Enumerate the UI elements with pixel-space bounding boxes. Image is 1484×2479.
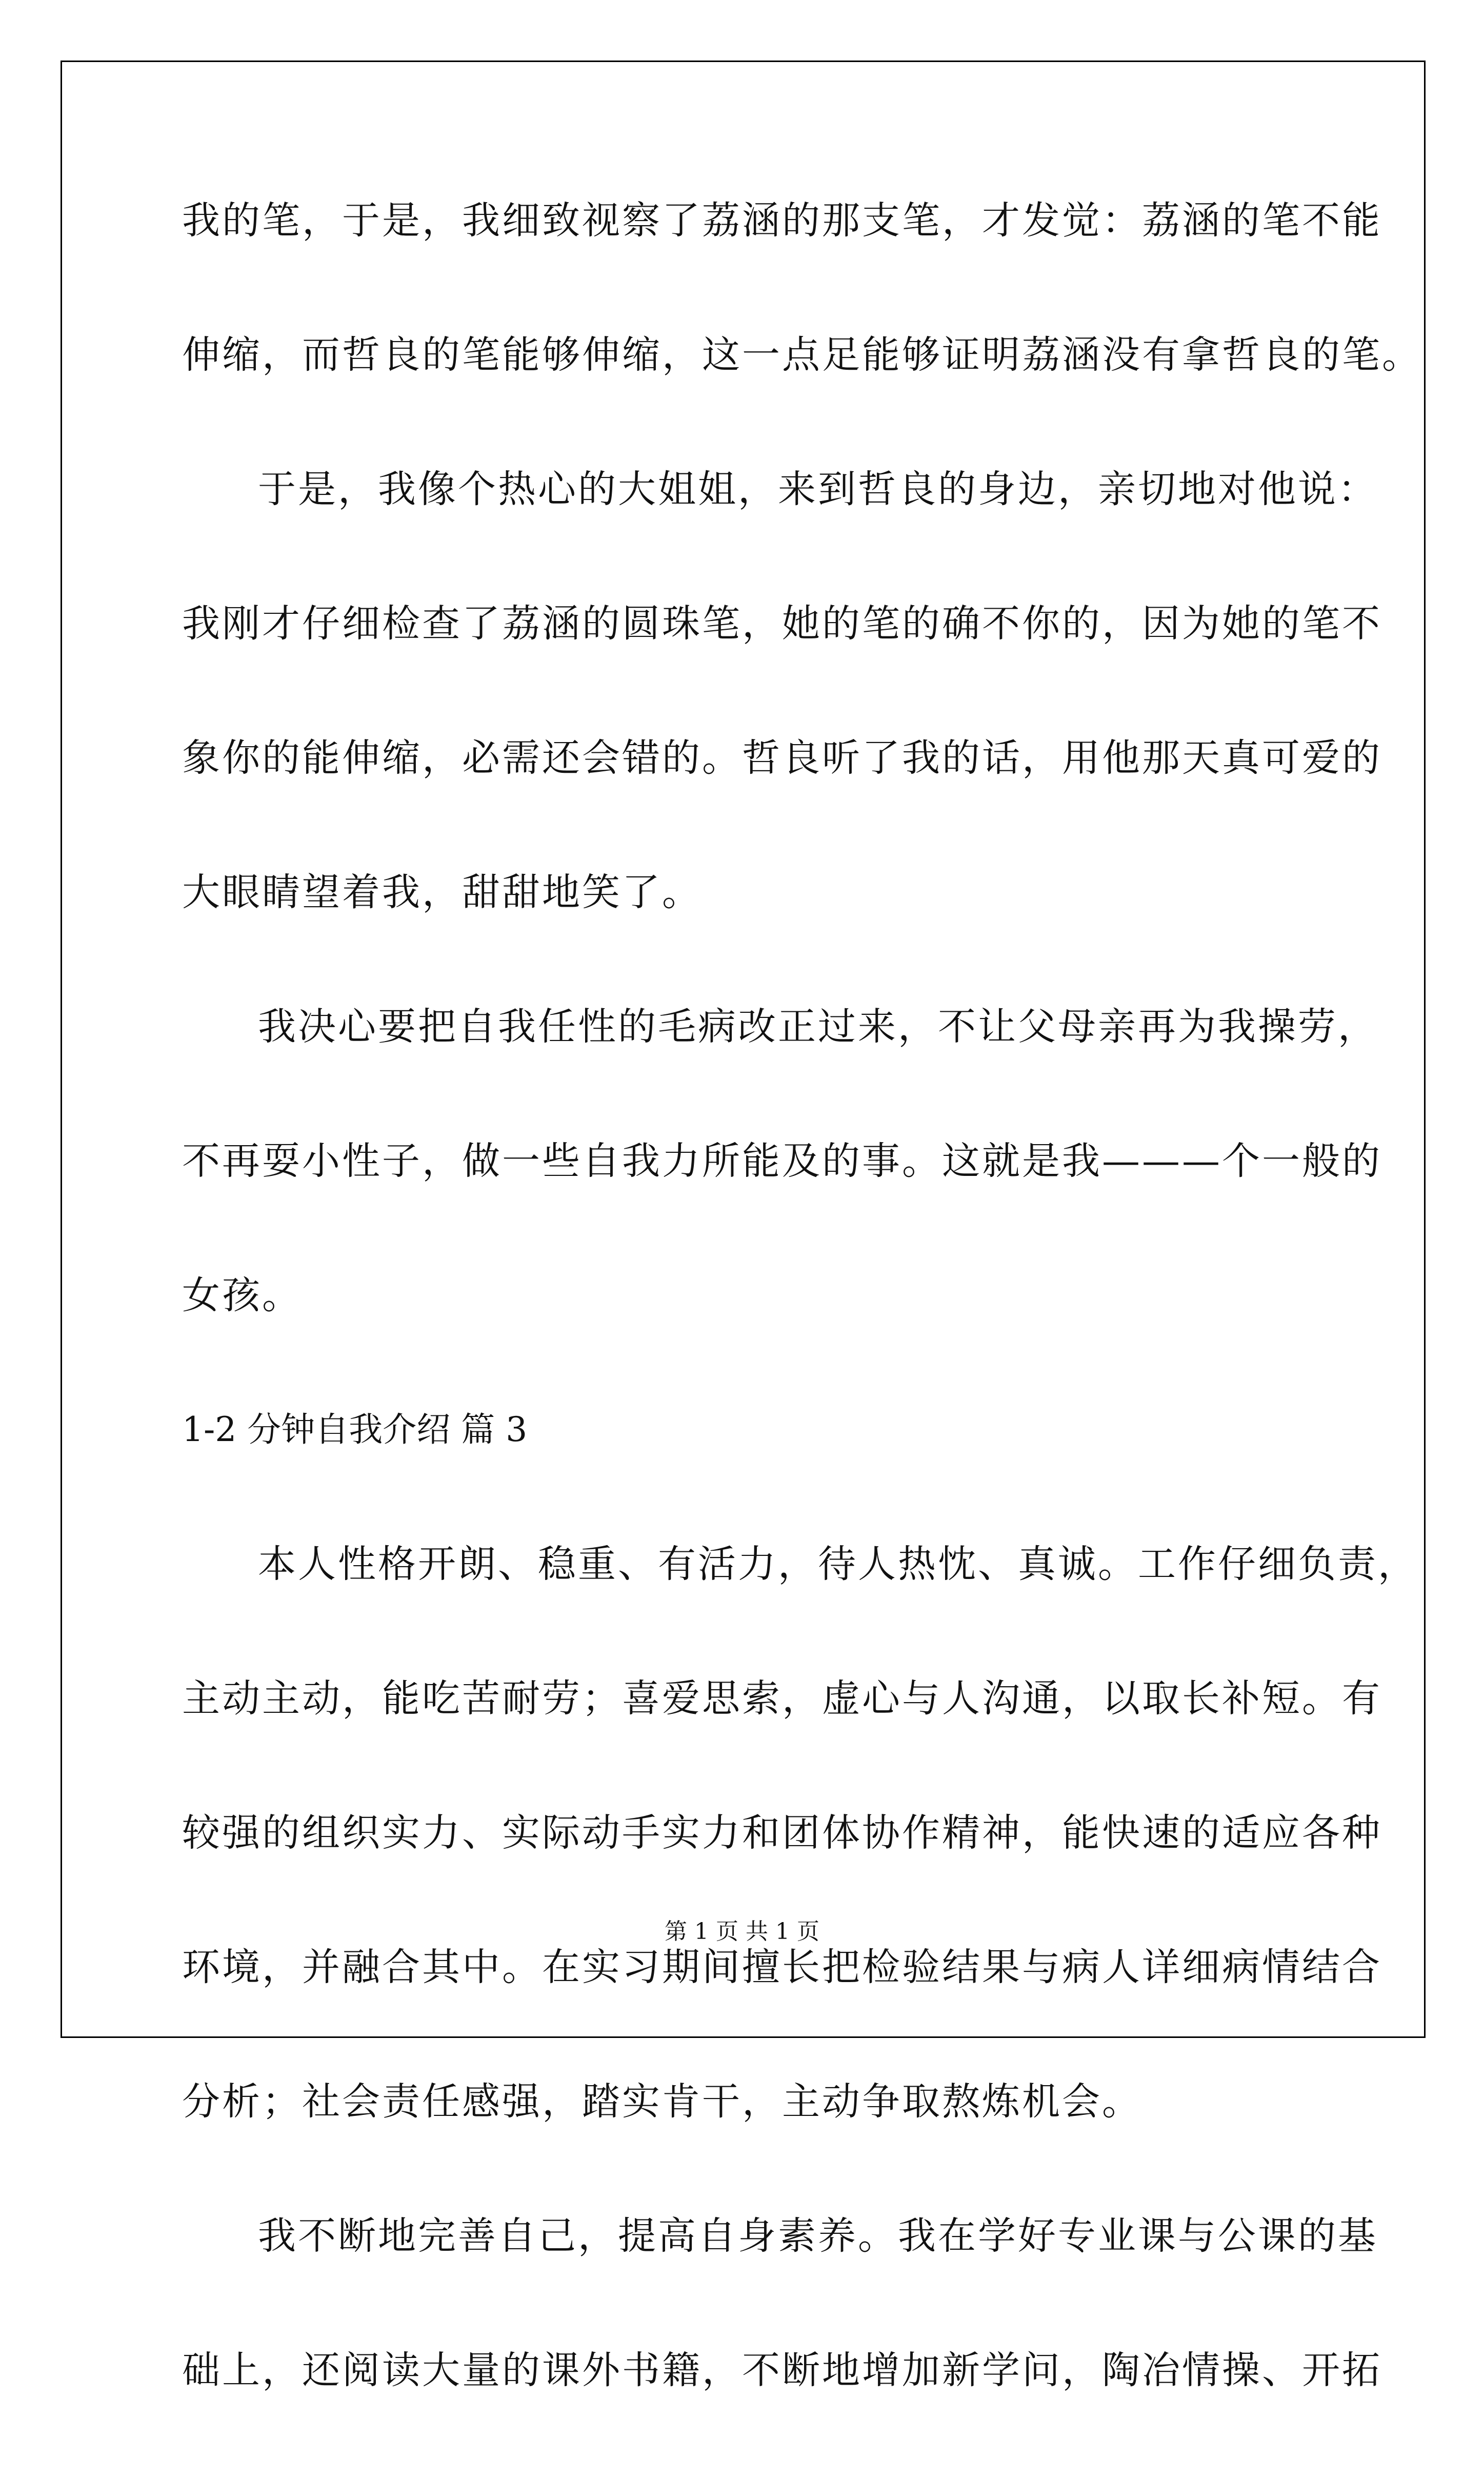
page-number-footer: 第 1 页 共 1 页 — [665, 1918, 819, 1945]
document-body — [182, 195, 1422, 2479]
text-line: 女孩。 — [182, 1273, 302, 1317]
paragraph-start-line: 我不断地完善自己，提高自身素养。我在学好专业课与公课的基 — [258, 2214, 1378, 2258]
text-line: 大眼睛望着我，甜甜地笑了。 — [182, 870, 702, 914]
text-line: 较强的组织实力、实际动手实力和团体协作精神，能快速的适应各种 — [182, 1811, 1382, 1855]
text-line: 环境，并融合其中。在实习期间擅长把检验结果与病人详细病情结合 — [182, 1945, 1382, 1989]
text-line: 伸缩，而哲良的笔能够伸缩，这一点足能够证明荔涵没有拿哲良的笔。 — [182, 333, 1422, 377]
text-line: 不再耍小性子，做一些自我力所能及的事。这就是我———个一般的 — [182, 1139, 1382, 1183]
text-line: 我刚才仔细检查了荔涵的圆珠笔，她的笔的确不你的，因为她的笔不 — [182, 602, 1382, 646]
text-line: 象你的能伸缩，必需还会错的。哲良听了我的话，用他那天真可爱的 — [182, 736, 1382, 780]
paragraph-start-line: 于是，我像个热心的大姐姐，来到哲良的身边，亲切地对他说： — [258, 467, 1378, 511]
paragraph-start-line: 本人性格开朗、稳重、有活力，待人热忱、真诚。工作仔细负责， — [258, 1542, 1418, 1586]
text-line: 分析；社会责任感强，踏实肯干，主动争取熬炼机会。 — [182, 2080, 1142, 2124]
text-line: 主动主动，能吃苦耐劳；喜爱思索，虚心与人沟通，以取长补短。有 — [182, 1676, 1382, 1721]
text-line: 础上，还阅读大量的课外书籍，不断地增加新学问，陶冶情操、开拓 — [182, 2348, 1382, 2392]
section-heading: 1-2 分钟自我介绍 篇 3 — [182, 1410, 528, 1449]
paragraph-start-line: 我决心要把自我任性的毛病改正过来，不让父母亲再为我操劳， — [258, 1005, 1378, 1049]
text-line: 我的笔，于是，我细致视察了荔涵的那支笔，才发觉：荔涵的笔不能 — [182, 198, 1382, 243]
